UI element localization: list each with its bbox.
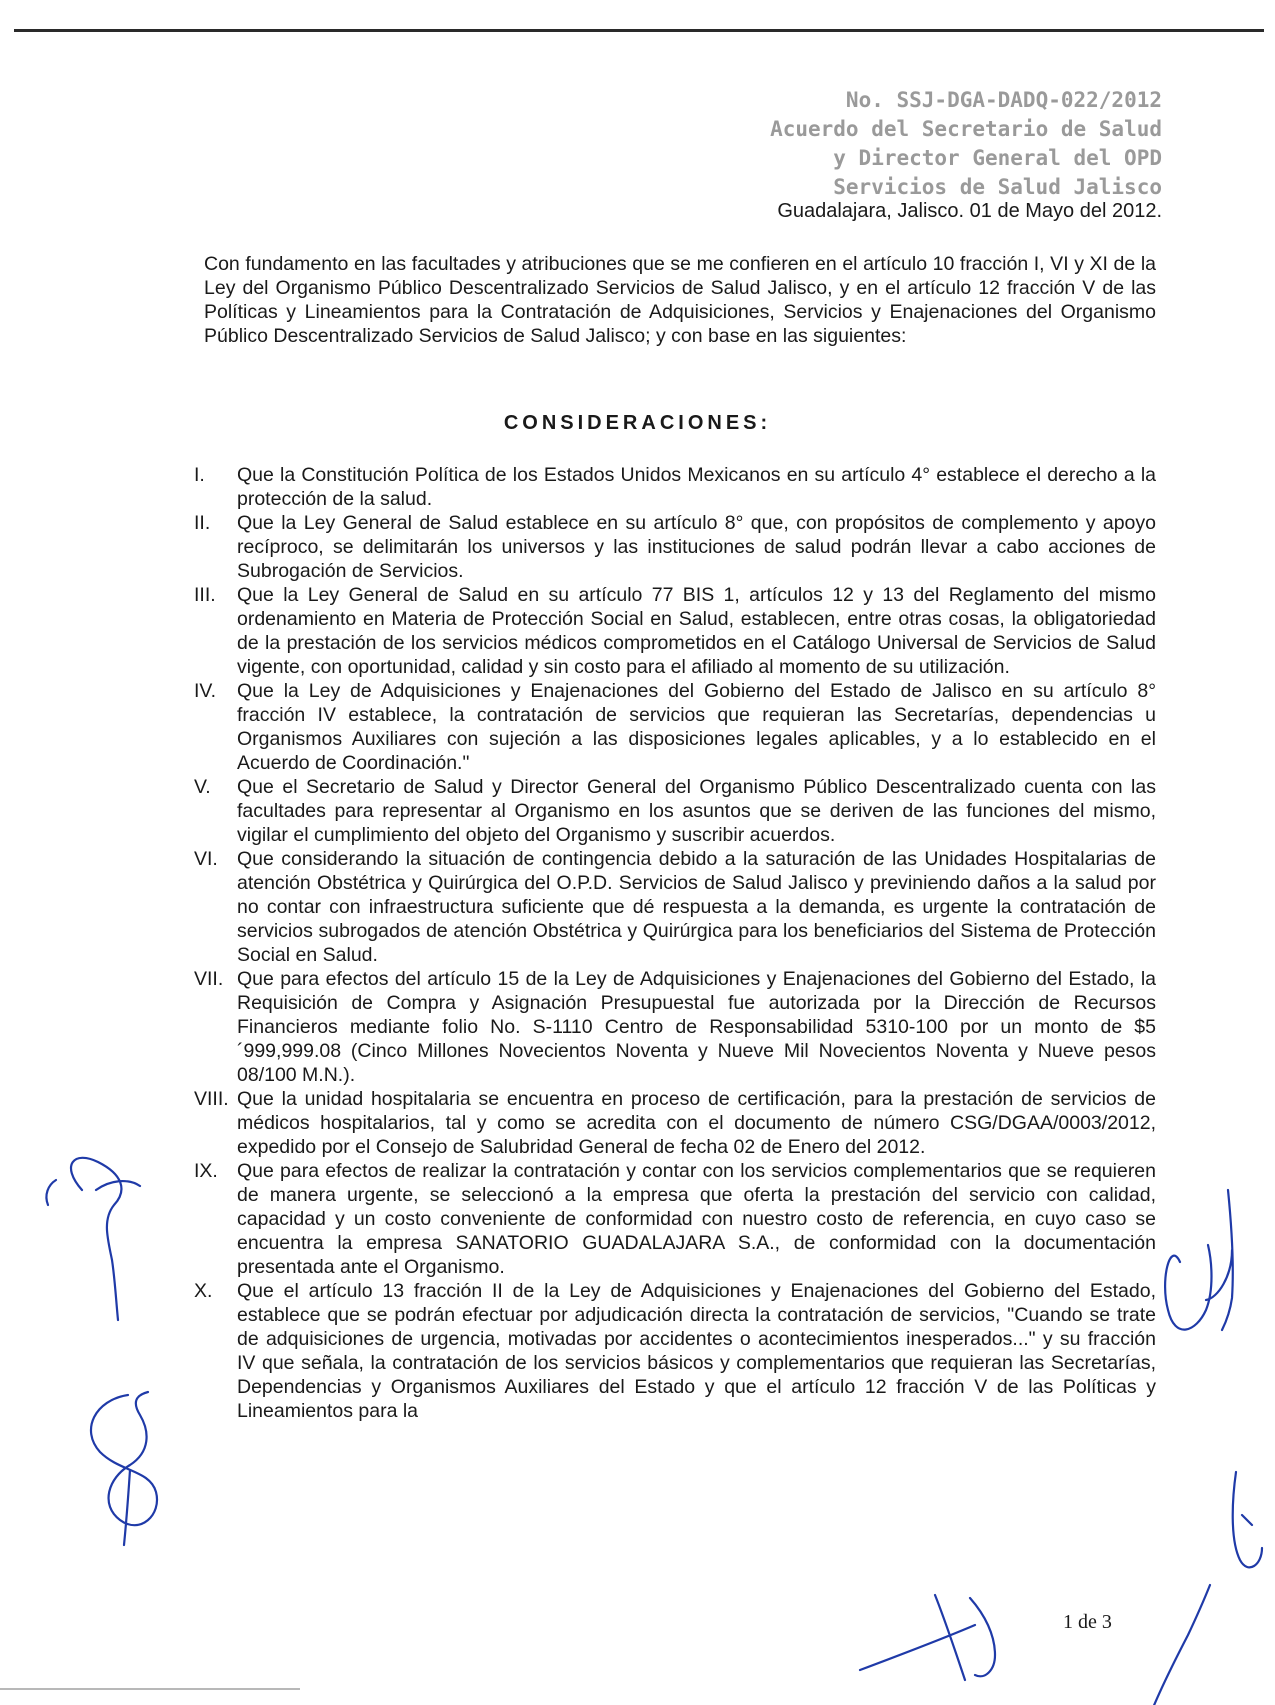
item-text: Que para efectos del artículo 15 de la Ley de Adquisiciones y Enajenaciones del Gobierno del Estado, la Requisición de Compra y Asignación Presupuestal fue autorizada por la Dirección de Recursos Financieros mediante folio No. S-1110 Centro de Responsabilidad 5310-100 por un monto de $5´999,999.08 (Cinco Millones Novecientos Noventa y Nueve Mil Novecientos Noventa y Nueve pesos 08/100 M.N.). xyxy=(237,968,1156,1086)
item-number: VII. xyxy=(194,968,224,990)
consideration-item xyxy=(194,1279,1156,1423)
header-line-3: y Director General del OPD xyxy=(833,146,1162,170)
header-line-2: Acuerdo del Secretario de Salud xyxy=(770,117,1162,141)
item-number: VI. xyxy=(194,848,218,870)
item-number: III. xyxy=(194,584,216,606)
item-text: Que el Secretario de Salud y Director General del Organismo Público Descentralizado cuenta con las facultades para representar al Organismo en los asuntos que se deriven de las funciones del mismo, vigilar el cumplimiento del objeto del Organismo y suscribir acuerdos. xyxy=(237,776,1156,846)
item-number: X. xyxy=(194,1280,213,1302)
consideration-item xyxy=(194,511,1156,583)
document-number: No. SSJ-DGA-DADQ-022/2012 xyxy=(845,88,1162,112)
item-number: I. xyxy=(194,464,205,486)
consideration-item xyxy=(194,583,1156,679)
item-number: V. xyxy=(194,776,211,798)
consideration-item xyxy=(194,847,1156,967)
consideration-item xyxy=(194,1159,1156,1279)
item-text: Que considerando la situación de contingencia debido a la saturación de las Unidades Hospitalarias de atención Obstétrica y Quirúrgica del O.P.D. Servicios de Salud Jalisco y previniendo daños a la salud por no contar con infraestructura suficiente que dé respuesta a la demanda, es urgente la contratación de servicios subrogados de atención Obstétrica y Quirúrgica para los beneficiarios del Sistema de Protección Social en Salud. xyxy=(237,848,1156,966)
right-initial xyxy=(1165,1190,1233,1330)
consideration-item xyxy=(194,967,1156,1087)
considerations-list xyxy=(194,463,1156,1423)
left-initial-1 xyxy=(71,1158,140,1320)
intro-paragraph: Con fundamento en las facultades y atribuciones que se me confieren en el artículo 10 fracción I, VI y XI de la Ley del Organismo Público Descentralizado Servicios de Salud Jalisco, y en el artículo 12 fracción V de las Políticas y Lineamientos para la Contratación de Adquisiciones, Servicios y Enajenaciones del Organismo Público Descentralizado Servicios de Salud Jalisco; y con base en las siguientes: xyxy=(204,253,1156,347)
consideration-item xyxy=(194,1087,1156,1159)
item-text: Que para efectos de realizar la contratación y contar con los servicios complementarios que se requieren de manera urgente, se seleccionó a la empresa que oferta la prestación del servicio con calidad, capacidad y un costo conveniente de conformidad con nuestro costo de referencia, en cuyo caso se encuentra la empresa SANATORIO GUADALAJARA S.A., de conformidad con la documentación presentada ante el Organismo. xyxy=(237,1160,1156,1278)
item-text: Que la Ley General de Salud establece en su artículo 8° que, con propósitos de complemento y apoyo recíproco, se delimitarán los universos y las instituciones de salud podrán llevar a cabo acciones de Subrogación de Servicios. xyxy=(237,512,1156,582)
consideration-item xyxy=(194,775,1156,847)
item-text: Que la Constitución Política de los Estados Unidos Mexicanos en su artículo 4° establece el derecho a la protección de la salud. xyxy=(237,464,1156,510)
left-initial-2 xyxy=(91,1392,157,1545)
left-tick xyxy=(46,1180,56,1205)
page-number: 1 de 3 xyxy=(1063,1611,1112,1633)
item-number: II. xyxy=(194,512,211,534)
bottom-rule xyxy=(0,1688,300,1690)
item-text: Que la unidad hospitalaria se encuentra en proceso de certificación, para la prestación de servicios de médicos hospitalarios, tal y como se acredita con el documento de número CSG/DGAA/0003/2012, expedido por el Consejo de Salubridad General de fecha 02 de Enero del 2012. xyxy=(237,1088,1156,1158)
item-text: Que la Ley General de Salud en su artículo 77 BIS 1, artículos 12 y 13 del Reglamento del mismo ordenamiento en Materia de Protección Social en Salud, establecen, entre otras cosas, la obligatoriedad de la prestación de los servicios médicos comprometidos en el Catálogo Universal de Servicios de Salud vigente, con oportunidad, calidad y sin costo para el afiliado al momento de su utilización. xyxy=(237,584,1156,678)
consideration-item xyxy=(194,679,1156,775)
item-number: IV. xyxy=(194,680,217,702)
document-header xyxy=(770,86,1162,202)
item-text: Que la Ley de Adquisiciones y Enajenaciones del Gobierno del Estado de Jalisco en su artículo 8° fracción IV establece, la contratación de servicios que requieran las Secretarías, dependencias u Organismos Auxiliares con sujeción a las disposiciones legales aplicables, y a lo establecido en el Acuerdo de Coordinación." xyxy=(237,680,1156,774)
header-line-4: Servicios de Salud Jalisco xyxy=(833,175,1162,199)
top-rule xyxy=(14,29,1264,32)
bottom-scribble xyxy=(860,1595,995,1680)
item-number: IX. xyxy=(194,1160,218,1182)
right-initial-3 xyxy=(1150,1585,1210,1705)
item-number: VIII. xyxy=(194,1088,229,1110)
item-text: Que el artículo 13 fracción II de la Ley de Adquisiciones y Enajenaciones del Gobierno del Estado, establece que se podrán efectuar por adjudicación directa la contratación de servicios, "Cuando se trate de adquisiciones de urgencia, motivadas por accidentes o acontecimientos inesperados..." y su fracción IV que señala, la contratación de los servicios básicos y complementarios que requieran las Secretarías, Dependencias y Organismos Auxiliares del Estado y que el artículo 12 fracción V de las Políticas y Lineamientos para la xyxy=(237,1280,1156,1422)
consideration-item xyxy=(194,463,1156,511)
document-date: Guadalajara, Jalisco. 01 de Mayo del 2012. xyxy=(777,200,1162,222)
right-initial-2 xyxy=(1233,1472,1262,1567)
considerations-heading: CONSIDERACIONES: xyxy=(503,412,772,434)
